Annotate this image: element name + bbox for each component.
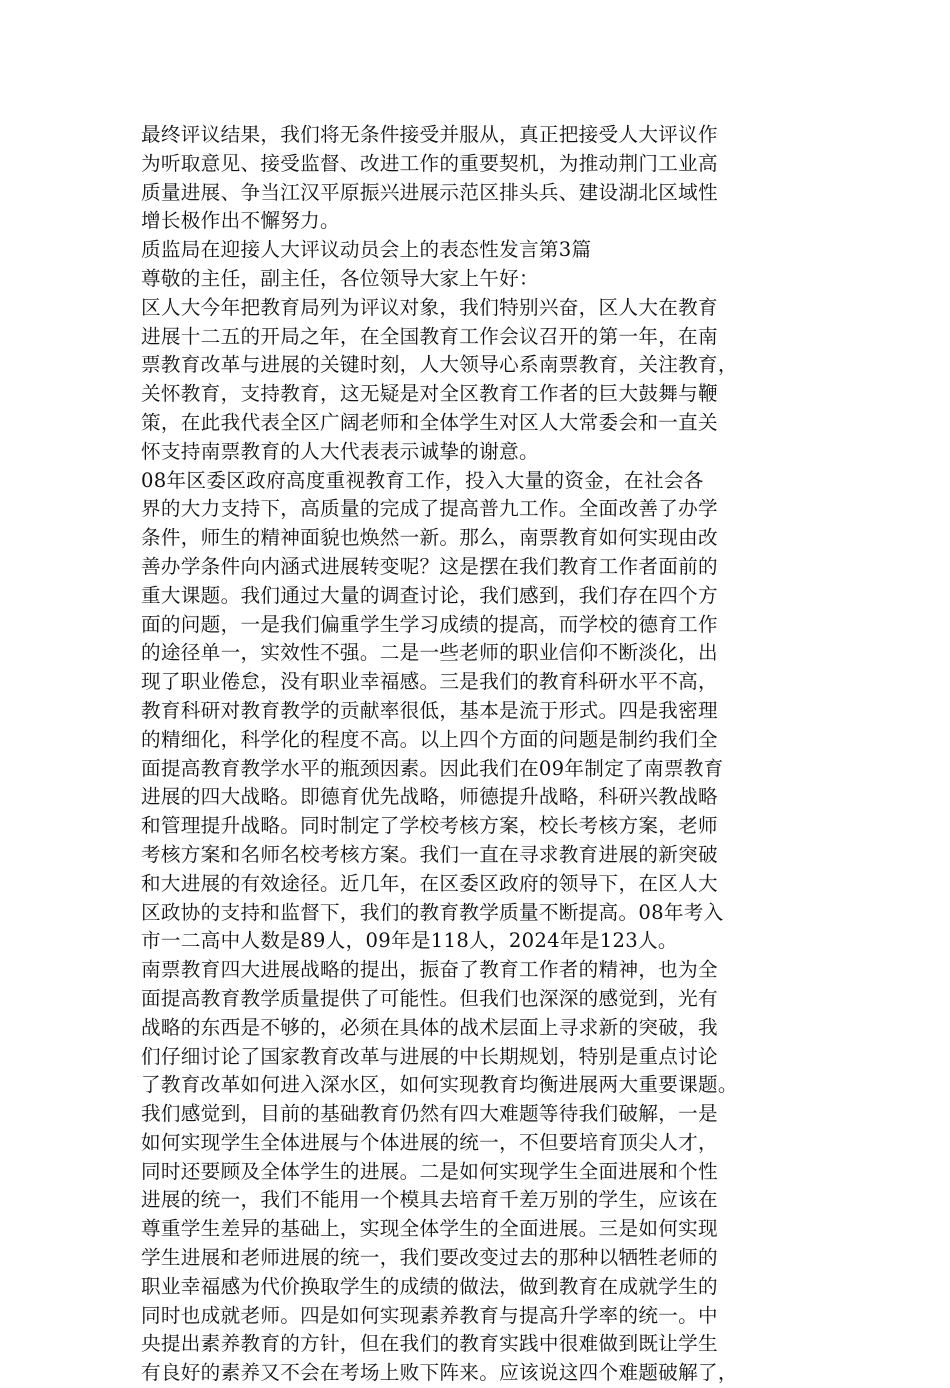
text-line: 进展的四大战略。即德育优先战略，师德提升战略，科研兴教战略 [141,785,718,809]
text-line: 界的大力支持下，高质量的完成了提高普九工作。全面改善了办学 [141,497,718,521]
text-line: 有良好的素养又不会在考场上败下阵来。应该说这四个难题破解了， [141,1361,738,1385]
text-line: 如何实现学生全体进展与个体进展的统一，不但要培育顶尖人才， [141,1130,718,1154]
text-line: 了教育改革如何进入深水区，如何实现教育均衡进展两大重要课题。 [141,1073,738,1097]
text-line: 学生进展和老师进展的统一，我们要改变过去的那种以牺牲老师的 [141,1246,718,1270]
text-line: 关怀教育，支持教育，这无疑是对全区教育工作者的巨大鼓舞与鞭 [141,382,718,406]
text-line: 的途径单一，实效性不强。二是一些老师的职业信仰不断淡化，出 [141,641,718,665]
text-line: 和管理提升战略。同时制定了学校考核方案，校长考核方案，老师 [141,814,718,838]
text-line: 策，在此我代表全区广阔老师和全体学生对区人大常委会和一直关 [141,410,718,434]
text-line: 进展的统一，我们不能用一个模具去培育千差万别的学生，应该在 [141,1188,718,1212]
text-line: 质监局在迎接人大评议动员会上的表态性发言第3篇 [141,238,592,262]
document-page [141,121,825,1388]
text-line: 和大进展的有效途径。近几年，在区委区政府的领导下，在区人大 [141,871,718,895]
text-line: 尊重学生差异的基础上，实现全体学生的全面进展。三是如何实现 [141,1217,718,1241]
text-line: 教育科研对教育教学的贡献率很低，基本是流于形式。四是我密理 [141,698,718,722]
text-line: 面提高教育教学质量提供了可能性。但我们也深深的感觉到，光有 [141,986,718,1010]
text-line: 央提出素养教育的方针，但在我们的教育实践中很难做到既让学生 [141,1332,718,1356]
text-line: 现了职业倦怠，没有职业幸福感。三是我们的教育科研水平不高， [141,670,718,694]
text-line: 们仔细讨论了国家教育改革与进展的中长期规划，特别是重点讨论 [141,1044,718,1068]
text-line: 南票教育四大进展战略的提出，振奋了教育工作者的精神，也为全 [141,958,718,982]
text-line: 条件，师生的精神面貌也焕然一新。那么，南票教育如何实现由改 [141,526,718,550]
text-line: 面的问题，一是我们偏重学生学习成绩的提高，而学校的德育工作 [141,612,718,636]
text-line: 考核方案和名师名校考核方案。我们一直在寻求教育进展的新突破 [141,842,718,866]
text-line: 同时也成就老师。四是如何实现素养教育与提高升学率的统一。中 [141,1303,718,1327]
text-line: 质量进展、争当江汉平原振兴进展示范区排头兵、建设湖北区域性 [141,180,718,204]
text-line: 票教育改革与进展的关键时刻，人大领导心系南票教育，关注教育， [141,353,738,377]
text-line: 的精细化，科学化的程度不高。以上四个方面的问题是制约我们全 [141,727,718,751]
text-line: 进展十二五的开局之年，在全国教育工作会议召开的第一年，在南 [141,324,718,348]
text-line: 面提高教育教学水平的瓶颈因素。因此我们在09年制定了南票教育 [141,756,724,780]
text-line: 区政协的支持和监督下，我们的教育教学质量不断提高。08年考入 [141,900,724,924]
text-line: 08年区委区政府高度重视教育工作，投入大量的资金，在社会各 [141,468,704,492]
text-line: 最终评议结果，我们将无条件接受并服从，真正把接受人大评议作 [141,123,718,146]
text-line: 重大课题。我们通过大量的调查讨论，我们感到，我们存在四个方 [141,583,718,607]
text-line: 怀支持南票教育的人大代表表示诚挚的谢意。 [141,439,539,463]
text-line: 尊敬的主任，副主任，各位领导大家上午好： [141,266,539,290]
text-line: 增长极作出不懈努力。 [141,209,340,233]
text-line: 战略的东西是不够的，必须在具体的战术层面上寻求新的突破，我 [141,1015,718,1039]
text-line: 为听取意见、接受监督、改进工作的重要契机，为推动荆门工业高 [141,151,718,175]
text-line: 我们感觉到，目前的基础教育仍然有四大难题等待我们破解，一是 [141,1102,718,1126]
text-line: 市一二高中人数是89人，09年是118人，2024年是123人。 [141,929,678,953]
text-line: 职业幸福感为代价换取学生的成绩的做法，做到教育在成就学生的 [141,1274,718,1298]
text-line: 区人大今年把教育局列为评议对象，我们特别兴奋，区人大在教育 [141,295,718,319]
text-line: 善办学条件向内涵式进展转变呢？这是摆在我们教育工作者面前的 [141,554,718,578]
text-line: 同时还要顾及全体学生的进展。二是如何实现学生全面进展和个性 [141,1159,718,1183]
